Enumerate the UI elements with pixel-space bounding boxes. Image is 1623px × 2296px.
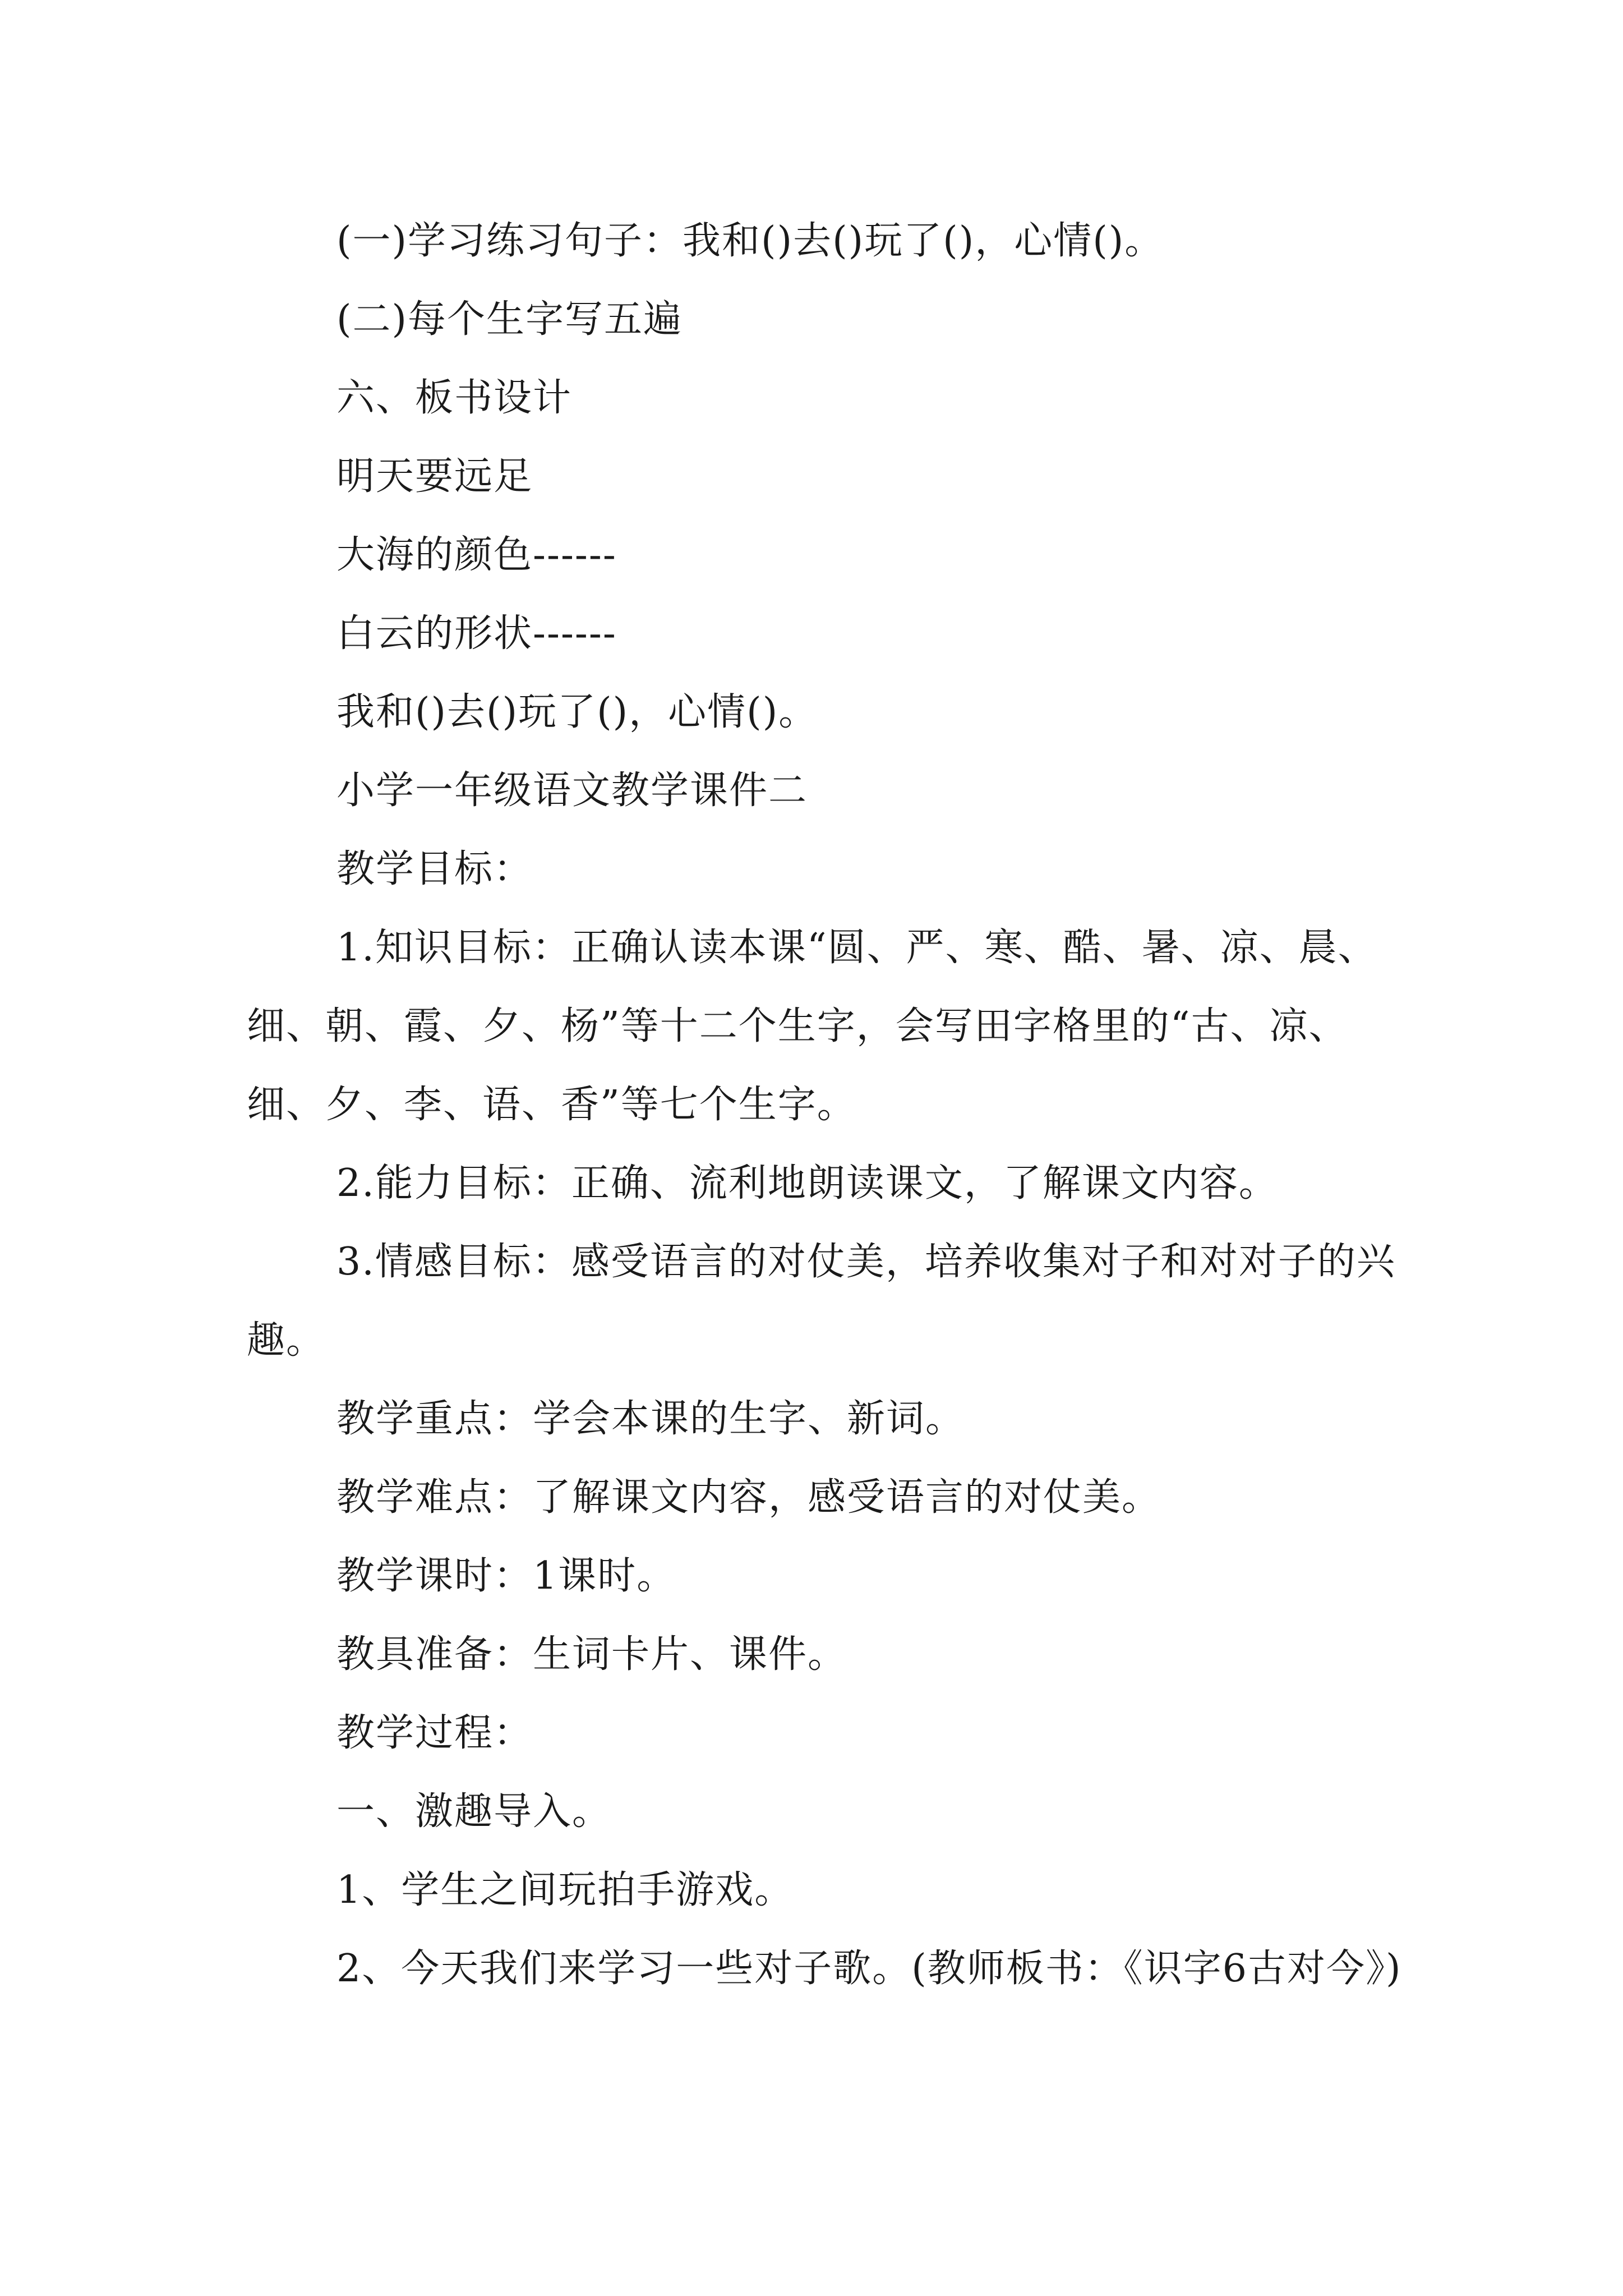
section-heading-board-design: 六、板书设计: [336, 376, 573, 420]
goal-ability: 2.能力目标：正确、流利地朗读课文，了解课文内容。: [336, 1161, 1278, 1205]
teaching-key-points: 教学重点：学会本课的生字、新词。: [336, 1397, 965, 1441]
paragraph-exercise-sentence: (一)学习练习句子：我和()去()玩了()，心情()。: [336, 219, 1164, 263]
heading-teaching-goals: 教学目标：: [336, 847, 533, 891]
paragraph-write-characters: (二)每个生字写五遍: [336, 297, 683, 342]
goal-emotion: 3.情感目标：感受语言的对仗美，培养收集对子和对对子的兴趣。: [247, 1240, 1396, 1363]
step-couplet-songs: 2、今天我们来学习一些对子歌。(教师板书：《识字6古对今》): [336, 1947, 1402, 1991]
teaching-materials: 教具准备：生词卡片、课件。: [336, 1632, 847, 1677]
board-line-sea-color: 大海的颜色------: [336, 533, 617, 577]
heading-teaching-process: 教学过程：: [336, 1711, 533, 1755]
board-line-cloud-shape: 白云的形状------: [336, 611, 617, 656]
goal-knowledge: 1.知识目标：正确认读本课“圆、严、寒、酷、暑、凉、晨、细、朝、霞、夕、杨”等十二个生字，会写田字格里的“古、凉、细、夕、李、语、香”等七个生字。: [247, 926, 1377, 1127]
document-body: [247, 202, 1402, 2008]
teaching-difficulties: 教学难点：了解课文内容，感受语言的对仗美。: [336, 1475, 1161, 1520]
teaching-hours: 教学课时：1课时。: [336, 1554, 676, 1598]
step-clapping-game: 1、学生之间玩拍手游戏。: [336, 1868, 794, 1912]
lesson-title: 小学一年级语文教学课件二: [336, 769, 808, 813]
board-line-sentence: 我和()去()玩了()，心情()。: [336, 690, 818, 734]
step-introduction: 一、激趣导入。: [336, 1789, 612, 1834]
board-title: 明天要远足: [336, 454, 533, 499]
